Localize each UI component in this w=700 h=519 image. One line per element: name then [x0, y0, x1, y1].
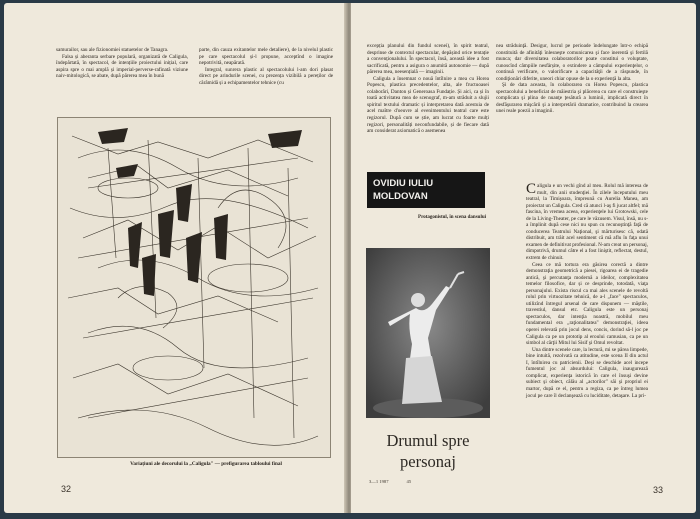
author-banner	[367, 172, 485, 208]
author-name-line2: MOLDOVAN	[373, 191, 428, 202]
right-col-2	[496, 43, 648, 115]
issue-folio-number: 45	[406, 479, 412, 484]
right-col-1	[367, 43, 489, 135]
dancer-photo	[366, 248, 490, 418]
paragraph: samurailor, sau ale fizionomiei statuetelor de Tanagra.	[56, 47, 169, 53]
paragraph: Şi de data aceasta, în colaborarea cu Horea Popescu, plastica spectacolului a beneficiat de măiestria şi plăcerea cu care el construieşte complicata şi plina de nuanţe ţesătură a luminii, implicată direct în desfăşurarea mişcării şi a interpretării dramatice, contribuind la crearea unei reale poezii a imaginii.	[496, 82, 648, 115]
paragraph: Falsa și aberanta serbare populară, organizată de Caligula, îndepărtată, în spectacol, de intențiile proiectului inițial, care aspira spre o mai amplă și imperial-perverse-rafinată viziune naiv-mitologică, se abate, după părerea mea în bună	[56, 53, 188, 80]
decor-sketch-image	[57, 117, 331, 458]
photo-caption: Protagonistul, în scena dansului	[418, 215, 486, 220]
paragraph: parte, din cauza exitantelor mele detaliere), de la nivelul plastic pe care spectacolul și-l propune, acceptînd o imagine nepotrivită, neapărată.	[199, 47, 333, 67]
paragraph	[526, 183, 648, 262]
paragraph: Ceea ce mă tortura era găsirea corectă a dintre demonstraţia geometrică a piesei, rigoarea ei de tragedie antică, şi percutanţa modernă a ideilor, complexitatea temelor filosofice, dar și ce desprinde, totodată, viaţa personajului. Exista riscul ca mai ales scenele de revoltă rolul prin virtuozitate tehnică, de a-l „face" spectaculos, utilizînd întregul arsenal de care dispunem — măştile, travestiul, dansul etc. Caligula este un personaj spectaculos, dar intenţia noastră, mobilul meu fundamental era „raţionalitatea" demonstraţiei, ideea operei relevată prin jocul dens, concis, dorind să-l joc pe Caligula ca pe un prototip al eroului camusian, ca pe un simbol al cărţii Mitul lui Sisif şi Omul revoltat.	[526, 261, 648, 347]
issue-date: 3—1 1987	[369, 479, 389, 484]
left-page	[4, 3, 348, 513]
drop-cap-C: C	[526, 181, 537, 197]
paragraph: Caligula a însemnat o nouă întîlnire a mea cu Horea Popescu, plastica precedentelor, alta, ale fructuoasei colaborări, Danton și Generoasa Fundație. Și aici, ca și în toată activitatea mea de scenograf, m-am străduit a slujii spiritul textului dramatic și interpretarea dată acestuia de acel maître d'oeuvre al evenimentului teatral care este regizorul. După cum se știe, am lucrat cu foarte mulți regizori, personalități neconfundabile, și de fiecare dată am considerat axiomatică o asemenea	[367, 75, 489, 135]
page-number-left: 32	[61, 484, 72, 494]
article-title-line2: personaj	[400, 452, 456, 471]
sketch-drawing	[58, 118, 330, 457]
dancer-photo-drawing	[366, 248, 490, 418]
right-col-3	[526, 183, 648, 399]
sketch-caption: Variațiuni ale decorului la „Caligula" — prefigurarea tabloului final	[130, 461, 282, 467]
paragraph: excepția planului din fundul scenei), în spirit teatral, desprinse de contextul spectacular, depășind orice tentație a convenționalului. În spectacol, însă, această idee a fost sacrificată, pentru a asigura o anumită autonomie — după părerea mea, neesențială — imaginii.	[367, 43, 489, 76]
left-col-1	[56, 47, 188, 80]
issue-folio	[369, 479, 429, 484]
article-title	[366, 430, 490, 472]
right-page	[351, 3, 696, 513]
paragraph: nea străduinţă. Desigur, lucrul pe perioade îndelungate într-o echipă constituită de afinităţi înlesneşte comunicarea şi face inerentă şi fertilă munca; dar diversitatea colaboratorilor poate constitui o voluptate, cunoscînd câmpiile nesfârșite, o extindere a câmpului experienţelor, o continuă verificare, o valorificare a capacităţii de a răspunde, în condiţionări diferite, uneori chiar opuse de la o experienţă la alta.	[496, 43, 648, 82]
article-title-line1: Drumul spre	[386, 431, 470, 450]
page-number-right: 33	[652, 485, 663, 495]
paragraph: Integral, sunrera plastic al spectacolului l-am dori plasat direct pe arindurile scenei, cu prezența vizibilă a pereților de cărămidă și a echipamentelor tehnice (cu	[199, 66, 333, 86]
left-col-2	[199, 47, 333, 86]
paragraph: Una dintre scenele care, la lectură, mi se părea limpede, bine intuită, rezolvată ca atitudine, este scena II din actul I, întîlnirea cu patricienii. Deşi se deschide acel incepe fumentul joc al absurdului: Caligula, inaugurează complicat, experienţa istorică în care el însuşi devine subiect şi obiect, călău al „actorilor" săi şi propriul ei martor, după ce el, pentru a regiza, ca pe întreg lumea jocul pe care îl declanşează cu luciditate, detaşare. La pri-	[526, 346, 648, 399]
author-name-line1: OVIDIU IULIU	[373, 178, 434, 189]
paragraph-text: aligula e un vechi gînd al meu. Rolul mă interesa de mult, din anii studenţiei. În zilele începutului meu teatral, la Timişoara, împreună cu Aurelia Manea, am proiectat un Caligula. Cred că atunci l-aş fi jucat altfel; mă fascina, în vremea aceea, experienţele lui Grotowski, cele de la Living-Theater, pe care le văzusem. Visul, însă, nu s-a împlinit după cese nici nu spun cu recunoştinţă faţă de conducerea Teatrului Naţional, şi mărturisesc că, odată distribuit, am trăit acel sentiment că mă aflu în faţa unui examen de definitivat profesional. N-am creat un personaj, dimpotrivă, drumul către el a fost liniştit, reflectat, destuI, extrem de chinuit.	[526, 183, 649, 262]
